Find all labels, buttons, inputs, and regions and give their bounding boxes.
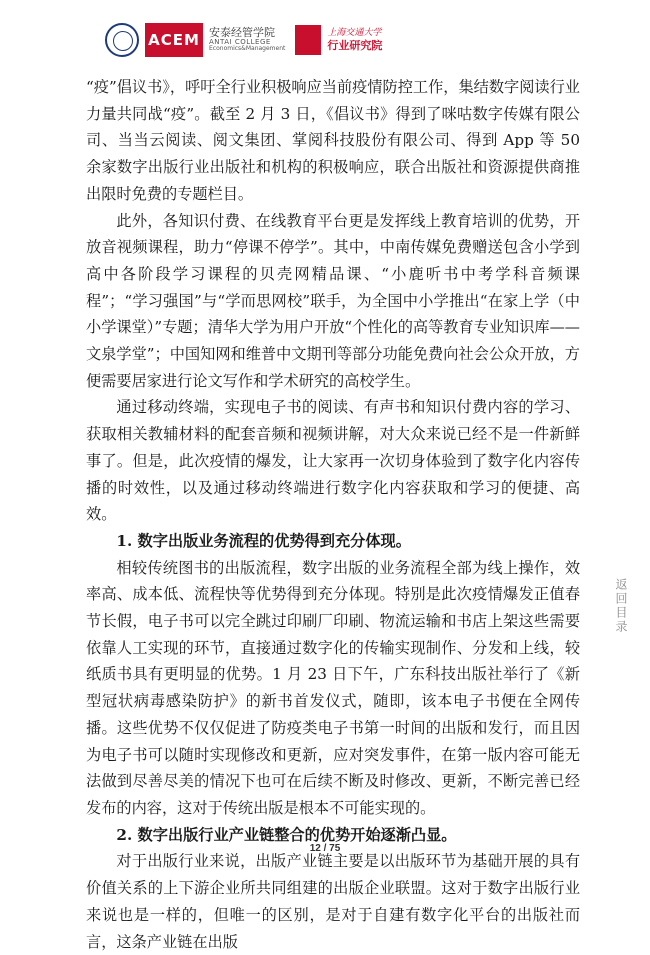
college-name-cn: 安泰经管学院 <box>209 26 275 40</box>
sjtu-emblem-icon <box>105 23 139 57</box>
institute-name-block <box>327 28 382 53</box>
college-name-en-line1: ANTAI COLLEGE <box>209 37 271 46</box>
return-to-toc-link[interactable]: 返回目录 <box>614 578 628 634</box>
body-paragraph: 对于出版行业来说，出版产业链主要是以出版环节为基础开展的具有价值关系的上下游企业所共同组建的出版企业联盟。这对于数字出版行业来说也是一样的，但唯一的区别，是对于自建有数字化平台的出版社而言，这条产业链在出版 <box>86 852 580 951</box>
body-paragraph: 此外，各知识付费、在线教育平台更是发挥线上教育培训的优势，开放音视频课程，助力“停课不停学”。其中，中南传媒免费赠送包含小学到高中各阶段学习课程的贝壳网精品课、“小鹿听书中考学科音频课程”；“学习强国”与“学而思网校”联手，为全国中小学推出“在家上学（中小学课堂）”专题；清华大学为用户开放“个性化的高等教育专业知识库——文泉学堂”；中国知网和维普中文期刊等部分功能免费向社会公众开放，方便需要居家进行论文写作和学术研究的高校学生。 <box>86 211 580 390</box>
page-number: 12 / 75 <box>309 843 341 854</box>
body-paragraph: “疫”倡议书》，呼吁全行业积极响应当前疫情防控工作，集结数字阅读行业力量共同战“疫”。截至 2 月 3 日，《倡议书》得到了咪咕数字传媒有限公司、当当云阅读、阅文集团、掌阅科技股份有限公司、得到 App 等 50 余家数字出版行业出版社和机构的积极响应，联合出版社和资源提供商推出限时免费的专题栏目。 <box>86 78 580 203</box>
college-name-block <box>209 27 285 52</box>
body-paragraph: 相较传统图书的出版流程，数字出版的业务流程全部为线上操作，效率高、成本低、流程快等优势得到充分体现。特别是此次疫情爆发正值春节长假，电子书可以完全跳过印刷厂印刷、物流运输和书店上架这些需要依靠人工实现的环节，直接通过数字化的传输实现制作、分发和上线，较纸质书具有更明显的优势。1 月 23 日下午，广东科技出版社举行了《新型冠状病毒感染防护》的新书首发仪式，随即，该本电子书便在全网传播。这些优势不仅仅促进了防疫类电子书第一时间的出版和发行，而且因为电子书可以随时实现修改和更新，应对突发事件，在第一版内容可能无法做到尽善尽美的情况下也可在后续不断及时修改、更新，不断完善已经发布的内容，这对于传统出版是根本不可能实现的。 <box>86 558 580 817</box>
document-header <box>105 18 382 62</box>
acem-logo-text: ACEM <box>148 31 200 49</box>
university-name: 上海交通大学 <box>327 27 382 38</box>
section-heading: 2. 数字出版行业产业链整合的优势开始逐渐凸显。 <box>116 825 457 844</box>
institute-name: 行业研究院 <box>327 38 383 52</box>
document-body <box>86 74 580 955</box>
institute-logo-icon <box>295 25 321 55</box>
section-heading: 1. 数字出版业务流程的优势得到充分体现。 <box>116 531 411 550</box>
college-name-en-line2: Economics&Management <box>209 45 286 53</box>
body-paragraph: 通过移动终端，实现电子书的阅读、有声书和知识付费内容的学习、获取相关教辅材料的配套音频和视频讲解，对大众来说已经不是一件新鲜事了。但是，此次疫情的爆发，让大家再一次切身体验到了数字化内容传播的时效性，以及通过移动终端进行数字化内容获取和学习的便捷、高效。 <box>86 398 580 524</box>
acem-logo <box>145 23 203 57</box>
